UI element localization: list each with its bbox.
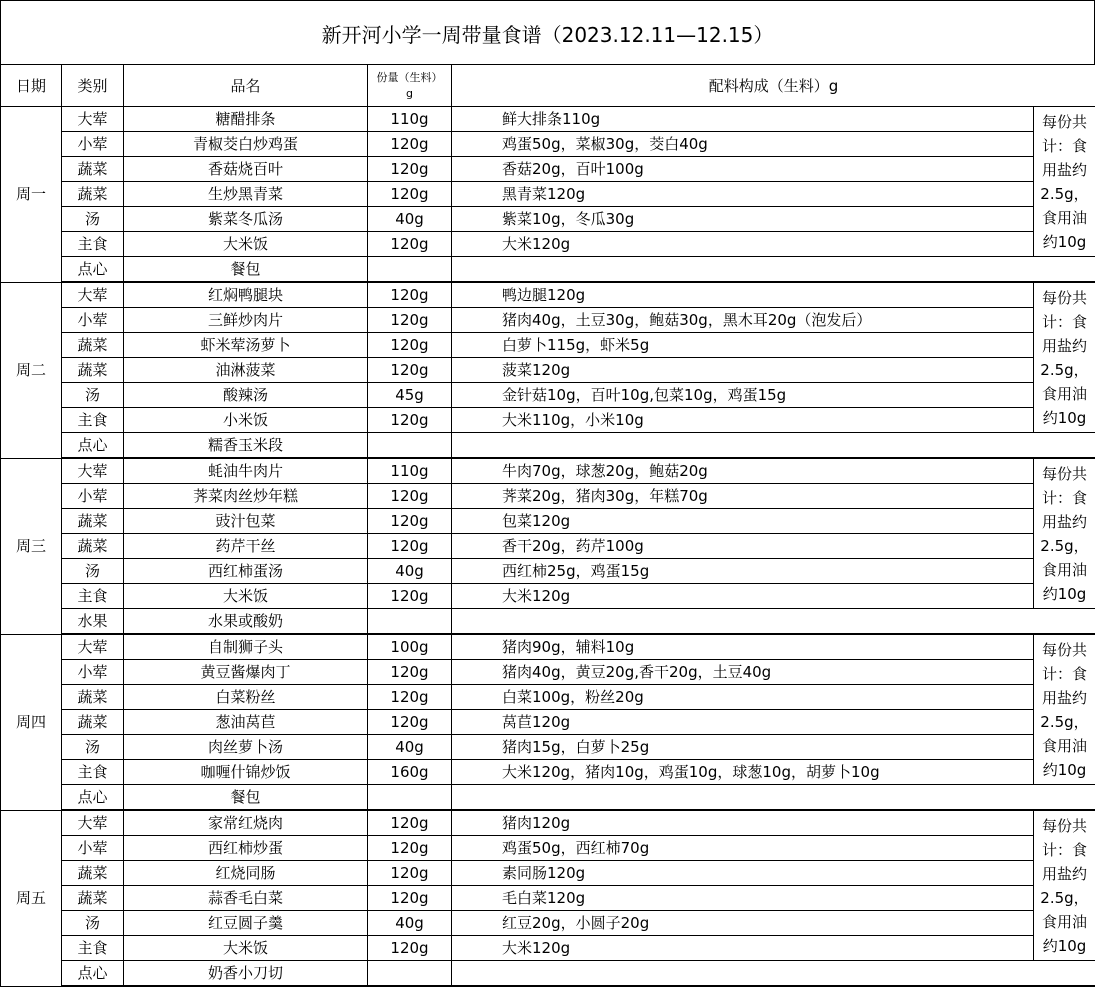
table-row [1, 132, 1095, 157]
dish-cell: 蚝油牛肉片 [124, 458, 368, 484]
category-cell: 点心 [62, 433, 124, 459]
header-dish: 品名 [124, 65, 368, 107]
portion-cell: 120g [368, 584, 452, 609]
table-row [1, 458, 1095, 484]
table-row [1, 534, 1095, 559]
dish-cell: 肉丝萝卜汤 [124, 735, 368, 760]
category-cell: 蔬菜 [62, 534, 124, 559]
dish-cell: 糖醋排条 [124, 107, 368, 132]
ingredients-cell [452, 785, 1095, 811]
ingredients-cell [452, 961, 1095, 987]
table-row [1, 810, 1095, 836]
category-cell: 汤 [62, 735, 124, 760]
dish-cell: 奶香小刀切 [124, 961, 368, 987]
category-cell: 主食 [62, 760, 124, 785]
dish-cell: 蒜香毛白菜 [124, 886, 368, 911]
portion-cell: 45g [368, 383, 452, 408]
ingredients-cell: 大米120g [452, 936, 1034, 961]
dish-cell: 红豆圆子羹 [124, 911, 368, 936]
category-cell: 汤 [62, 911, 124, 936]
ingredients-cell: 紫菜10g，冬瓜30g [452, 207, 1034, 232]
ingredients-cell: 黑青菜120g [452, 182, 1034, 207]
dish-cell: 糯香玉米段 [124, 433, 368, 459]
portion-cell: 40g [368, 911, 452, 936]
header-category: 类别 [62, 65, 124, 107]
category-cell: 主食 [62, 936, 124, 961]
ingredients-cell: 金针菇10g，百叶10g,包菜10g，鸡蛋15g [452, 383, 1034, 408]
table-row [1, 760, 1095, 785]
dish-cell: 大米饭 [124, 936, 368, 961]
ingredients-cell: 猪肉15g，白萝卜25g [452, 735, 1034, 760]
table-row [1, 911, 1095, 936]
ingredients-cell [452, 433, 1095, 459]
category-cell: 蔬菜 [62, 509, 124, 534]
portion-cell [368, 257, 452, 283]
header-portion-line1: 份量（生料） [368, 70, 451, 86]
category-cell: 小荤 [62, 484, 124, 509]
dish-cell: 大米饭 [124, 232, 368, 257]
dish-cell: 餐包 [124, 785, 368, 811]
table-row [1, 182, 1095, 207]
category-cell: 汤 [62, 383, 124, 408]
day-label: 周一 [1, 107, 62, 283]
ingredients-cell: 荠菜20g，猪肉30g，年糕70g [452, 484, 1034, 509]
table-row [1, 836, 1095, 861]
ingredients-cell: 香菇20g，百叶100g [452, 157, 1034, 182]
table-row [1, 660, 1095, 685]
portion-cell: 120g [368, 509, 452, 534]
portion-cell: 120g [368, 308, 452, 333]
menu-body [1, 107, 1095, 987]
table-row [1, 886, 1095, 911]
header-row [1, 65, 1095, 107]
dish-cell: 西红柿炒蛋 [124, 836, 368, 861]
dish-cell: 香菇烧百叶 [124, 157, 368, 182]
menu-table [0, 64, 1095, 987]
portion-cell: 120g [368, 132, 452, 157]
portion-cell: 120g [368, 282, 452, 308]
ingredients-cell: 香干20g，药芹100g [452, 534, 1034, 559]
ingredients-cell: 包菜120g [452, 509, 1034, 534]
table-row [1, 710, 1095, 735]
portion-cell: 120g [368, 333, 452, 358]
ingredients-cell: 大米120g，猪肉10g，鸡蛋10g，球葱10g，胡萝卜10g [452, 760, 1034, 785]
table-row [1, 509, 1095, 534]
dish-cell: 三鲜炒肉片 [124, 308, 368, 333]
dish-cell: 水果或酸奶 [124, 609, 368, 635]
dish-cell: 大米饭 [124, 584, 368, 609]
portion-cell: 120g [368, 660, 452, 685]
ingredients-cell: 毛白菜120g [452, 886, 1034, 911]
portion-cell: 120g [368, 534, 452, 559]
seasoning-note: 每份共计：食用盐约2.5g，食用油约10g [1034, 282, 1095, 433]
table-row [1, 735, 1095, 760]
table-row [1, 333, 1095, 358]
ingredients-cell: 大米120g [452, 232, 1034, 257]
table-row [1, 107, 1095, 132]
ingredients-cell: 鸡蛋50g，西红柿70g [452, 836, 1034, 861]
dish-cell: 西红柿蛋汤 [124, 559, 368, 584]
category-cell: 大荤 [62, 634, 124, 660]
table-row [1, 383, 1095, 408]
portion-cell: 100g [368, 634, 452, 660]
dish-cell: 自制狮子头 [124, 634, 368, 660]
category-cell: 点心 [62, 961, 124, 987]
ingredients-cell [452, 609, 1095, 635]
category-cell: 蔬菜 [62, 333, 124, 358]
dish-cell: 葱油莴苣 [124, 710, 368, 735]
dish-cell: 黄豆酱爆肉丁 [124, 660, 368, 685]
header-date: 日期 [1, 65, 62, 107]
dish-cell: 咖喱什锦炒饭 [124, 760, 368, 785]
portion-cell: 120g [368, 936, 452, 961]
category-cell: 蔬菜 [62, 685, 124, 710]
dish-cell: 餐包 [124, 257, 368, 283]
portion-cell: 120g [368, 685, 452, 710]
category-cell: 点心 [62, 257, 124, 283]
table-row [1, 308, 1095, 333]
category-cell: 汤 [62, 559, 124, 584]
portion-cell: 120g [368, 484, 452, 509]
portion-cell [368, 609, 452, 635]
category-cell: 蔬菜 [62, 886, 124, 911]
dish-cell: 荠菜肉丝炒年糕 [124, 484, 368, 509]
portion-cell: 110g [368, 107, 452, 132]
category-cell: 主食 [62, 408, 124, 433]
table-row [1, 634, 1095, 660]
ingredients-cell: 鸡蛋50g，菜椒30g，茭白40g [452, 132, 1034, 157]
dish-cell: 红焖鸭腿块 [124, 282, 368, 308]
table-row [1, 207, 1095, 232]
ingredients-cell: 素同肠120g [452, 861, 1034, 886]
portion-cell: 120g [368, 232, 452, 257]
table-row [1, 358, 1095, 383]
header-portion-line2: g [368, 86, 451, 102]
portion-cell: 120g [368, 861, 452, 886]
portion-cell [368, 785, 452, 811]
table-row [1, 685, 1095, 710]
dish-cell: 生炒黑青菜 [124, 182, 368, 207]
portion-cell: 120g [368, 886, 452, 911]
dish-cell: 油淋菠菜 [124, 358, 368, 383]
table-row [1, 785, 1095, 811]
portion-cell: 40g [368, 559, 452, 584]
ingredients-cell: 红豆20g，小圆子20g [452, 911, 1034, 936]
dish-cell: 酸辣汤 [124, 383, 368, 408]
ingredients-cell: 菠菜120g [452, 358, 1034, 383]
table-row [1, 936, 1095, 961]
ingredients-cell: 牛肉70g，球葱20g，鲍菇20g [452, 458, 1034, 484]
table-row [1, 961, 1095, 987]
ingredients-cell: 猪肉40g，土豆30g，鲍菇30g，黑木耳20g（泡发后） [452, 308, 1034, 333]
portion-cell: 160g [368, 760, 452, 785]
table-row [1, 861, 1095, 886]
category-cell: 小荤 [62, 836, 124, 861]
category-cell: 蔬菜 [62, 358, 124, 383]
day-label: 周二 [1, 282, 62, 458]
seasoning-note: 每份共计：食用盐约2.5g，食用油约10g [1034, 810, 1095, 961]
portion-cell: 120g [368, 358, 452, 383]
category-cell: 水果 [62, 609, 124, 635]
seasoning-note: 每份共计：食用盐约2.5g，食用油约10g [1034, 107, 1095, 257]
ingredients-cell: 猪肉40g，黄豆20g,香干20g，土豆40g [452, 660, 1034, 685]
category-cell: 小荤 [62, 660, 124, 685]
portion-cell: 120g [368, 836, 452, 861]
category-cell: 大荤 [62, 107, 124, 132]
table-row [1, 433, 1095, 459]
ingredients-cell [452, 257, 1095, 283]
category-cell: 汤 [62, 207, 124, 232]
dish-cell: 药芹干丝 [124, 534, 368, 559]
ingredients-cell: 白萝卜115g，虾米5g [452, 333, 1034, 358]
ingredients-cell: 白菜100g，粉丝20g [452, 685, 1034, 710]
seasoning-note: 每份共计：食用盐约2.5g，食用油约10g [1034, 634, 1095, 785]
dish-cell: 白菜粉丝 [124, 685, 368, 710]
portion-cell: 120g [368, 408, 452, 433]
category-cell: 大荤 [62, 458, 124, 484]
portion-cell [368, 433, 452, 459]
ingredients-cell: 大米120g [452, 584, 1034, 609]
category-cell: 主食 [62, 584, 124, 609]
table-row [1, 609, 1095, 635]
day-label: 周三 [1, 458, 62, 634]
day-label: 周四 [1, 634, 62, 810]
header-ingredients: 配料构成（生料）g [452, 65, 1095, 107]
ingredients-cell: 猪肉120g [452, 810, 1034, 836]
ingredients-cell: 鸭边腿120g [452, 282, 1034, 308]
portion-cell [368, 961, 452, 987]
table-row [1, 484, 1095, 509]
category-cell: 蔬菜 [62, 157, 124, 182]
category-cell: 小荤 [62, 132, 124, 157]
category-cell: 大荤 [62, 810, 124, 836]
category-cell: 小荤 [62, 308, 124, 333]
dish-cell: 虾米荤汤萝卜 [124, 333, 368, 358]
dish-cell: 红烧同肠 [124, 861, 368, 886]
dish-cell: 家常红烧肉 [124, 810, 368, 836]
table-row [1, 408, 1095, 433]
portion-cell: 120g [368, 710, 452, 735]
ingredients-cell: 鲜大排条110g [452, 107, 1034, 132]
category-cell: 蔬菜 [62, 710, 124, 735]
dish-cell: 小米饭 [124, 408, 368, 433]
category-cell: 蔬菜 [62, 861, 124, 886]
table-row [1, 584, 1095, 609]
table-row [1, 257, 1095, 283]
ingredients-cell: 莴苣120g [452, 710, 1034, 735]
table-row [1, 282, 1095, 308]
table-row [1, 157, 1095, 182]
dish-cell: 豉汁包菜 [124, 509, 368, 534]
page-title: 新开河小学一周带量食谱（2023.12.11—12.15） [0, 0, 1095, 65]
header-portion [368, 65, 452, 107]
table-row [1, 232, 1095, 257]
portion-cell: 40g [368, 207, 452, 232]
table-row [1, 559, 1095, 584]
portion-cell: 120g [368, 182, 452, 207]
ingredients-cell: 猪肉90g，辅料10g [452, 634, 1034, 660]
portion-cell: 120g [368, 810, 452, 836]
ingredients-cell: 大米110g，小米10g [452, 408, 1034, 433]
seasoning-note: 每份共计：食用盐约2.5g，食用油约10g [1034, 458, 1095, 609]
dish-cell: 青椒茭白炒鸡蛋 [124, 132, 368, 157]
category-cell: 主食 [62, 232, 124, 257]
category-cell: 点心 [62, 785, 124, 811]
portion-cell: 110g [368, 458, 452, 484]
dish-cell: 紫菜冬瓜汤 [124, 207, 368, 232]
ingredients-cell: 西红柿25g，鸡蛋15g [452, 559, 1034, 584]
category-cell: 大荤 [62, 282, 124, 308]
category-cell: 蔬菜 [62, 182, 124, 207]
portion-cell: 40g [368, 735, 452, 760]
day-label: 周五 [1, 810, 62, 986]
portion-cell: 120g [368, 157, 452, 182]
